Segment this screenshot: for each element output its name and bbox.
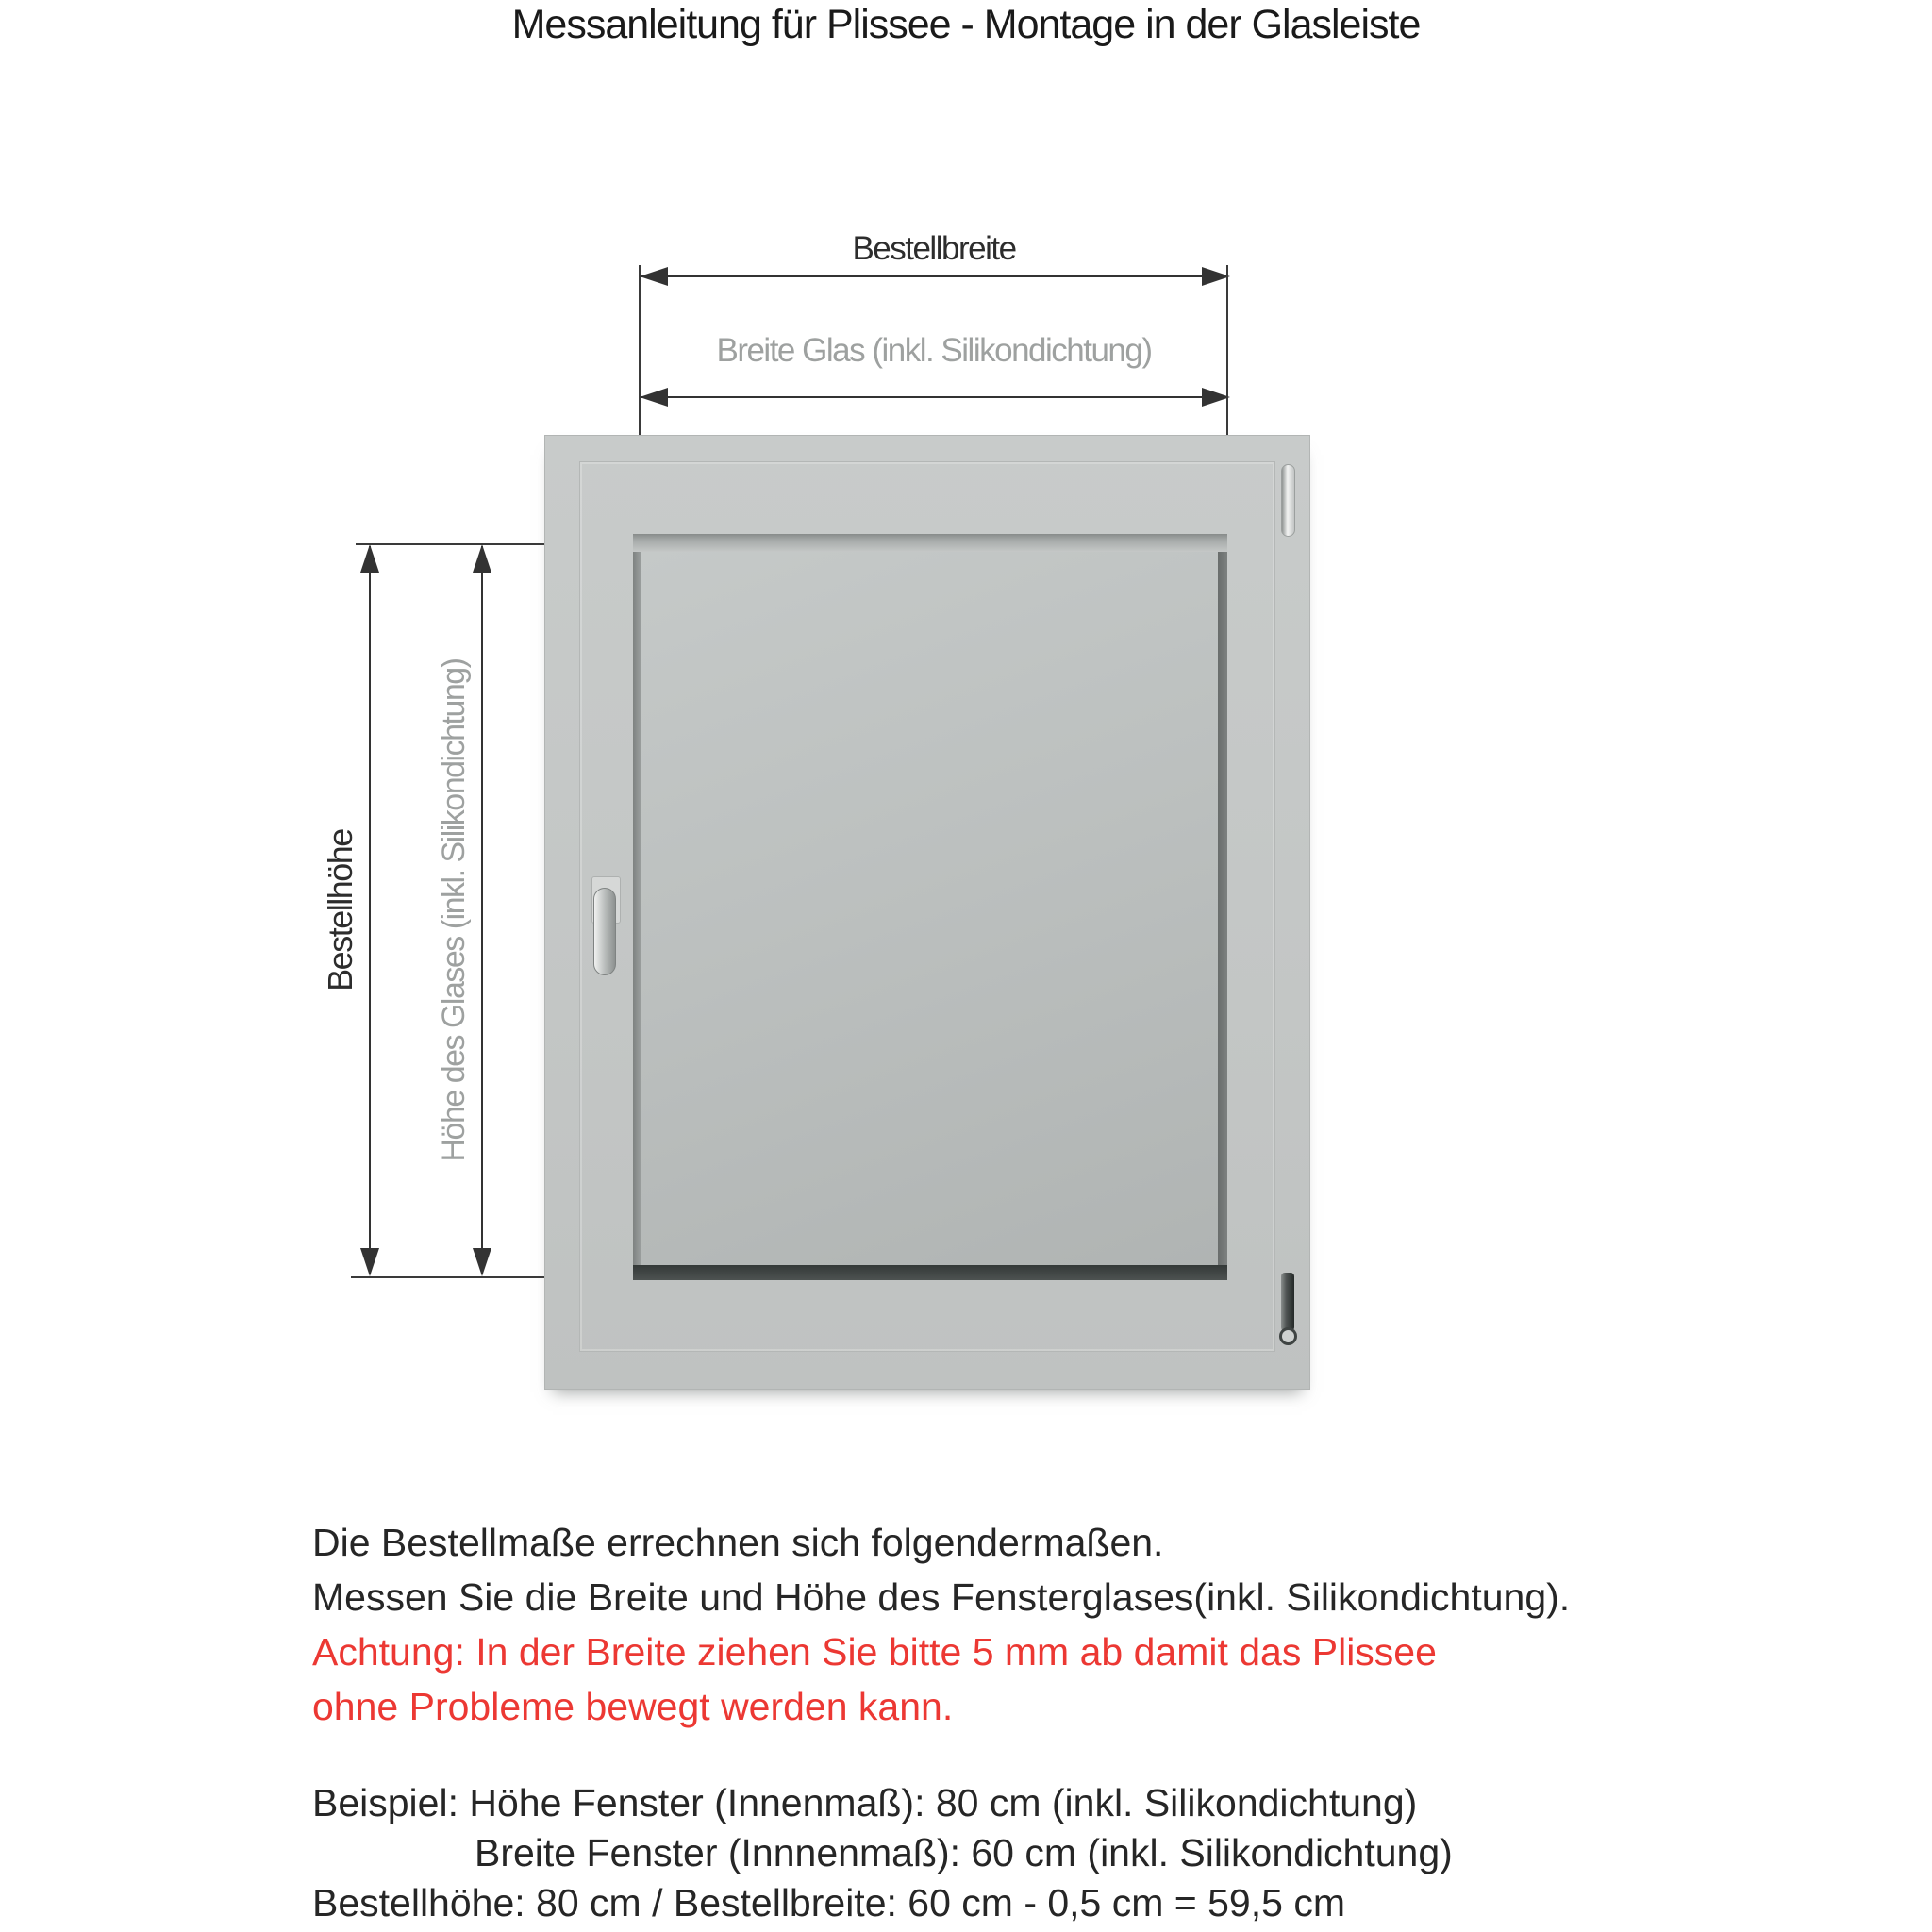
- example-line-2: Breite Fenster (Innnenmaß): 60 cm (inkl. Silikondichtung): [475, 1831, 1453, 1874]
- glass-width-dimension-line: [641, 396, 1228, 398]
- page-title: Messanleitung für Plissee - Montage in der Glasleiste: [511, 2, 1421, 47]
- glass-bead-right: [1218, 552, 1227, 1265]
- example-text-block: [312, 1778, 1453, 1928]
- arrowhead-up-icon: [473, 544, 491, 573]
- window-frame: [544, 435, 1310, 1390]
- glass-width-label: Breite Glas (inkl. Silikondichtung): [716, 332, 1152, 369]
- glass-bead-top: [633, 534, 1227, 552]
- warning-line-1: Achtung: In der Breite ziehen Sie bitte 5 mm ab damit das Plissee: [312, 1630, 1437, 1674]
- example-line-3: Bestellhöhe: 80 cm / Bestellbreite: 60 cm - 0,5 cm = 59,5 cm: [312, 1881, 1345, 1924]
- arrowhead-down-icon: [360, 1248, 379, 1276]
- glass-pane: [641, 552, 1218, 1265]
- window-sash-glass: [633, 534, 1227, 1280]
- hinge-bottom: [1281, 1273, 1294, 1331]
- arrowhead-left-icon: [640, 388, 668, 407]
- glass-bead-bottom: [633, 1265, 1227, 1280]
- example-line-1: Beispiel: Höhe Fenster (Innenmaß): 80 cm (inkl. Silikondichtung): [312, 1781, 1418, 1824]
- window-handle-grip: [593, 888, 616, 975]
- hinge-top: [1281, 464, 1295, 537]
- hinge-bottom-knob: [1279, 1327, 1297, 1345]
- arrowhead-down-icon: [473, 1248, 491, 1276]
- order-width-label: Bestellbreite: [852, 230, 1016, 267]
- instruction-line-2: Messen Sie die Breite und Höhe des Fensterglases(inkl. Silikondichtung).: [312, 1575, 1571, 1619]
- glass-bead-left: [633, 552, 641, 1265]
- arrowhead-left-icon: [640, 267, 668, 286]
- glass-height-dimension-line: [481, 546, 483, 1274]
- instruction-text-block: [312, 1515, 1570, 1734]
- warning-line-2: ohne Probleme bewegt werden kann.: [312, 1685, 954, 1728]
- arrowhead-up-icon: [360, 544, 379, 573]
- instruction-line-1: Die Bestellmaße errechnen sich folgendermaßen.: [312, 1521, 1164, 1564]
- glass-height-label: Höhe des Glases (inkl. Silikondichtung): [436, 658, 472, 1162]
- order-height-dimension-line: [369, 546, 371, 1274]
- order-width-dimension-line: [641, 275, 1228, 277]
- order-height-label: Bestellhöhe: [321, 829, 359, 991]
